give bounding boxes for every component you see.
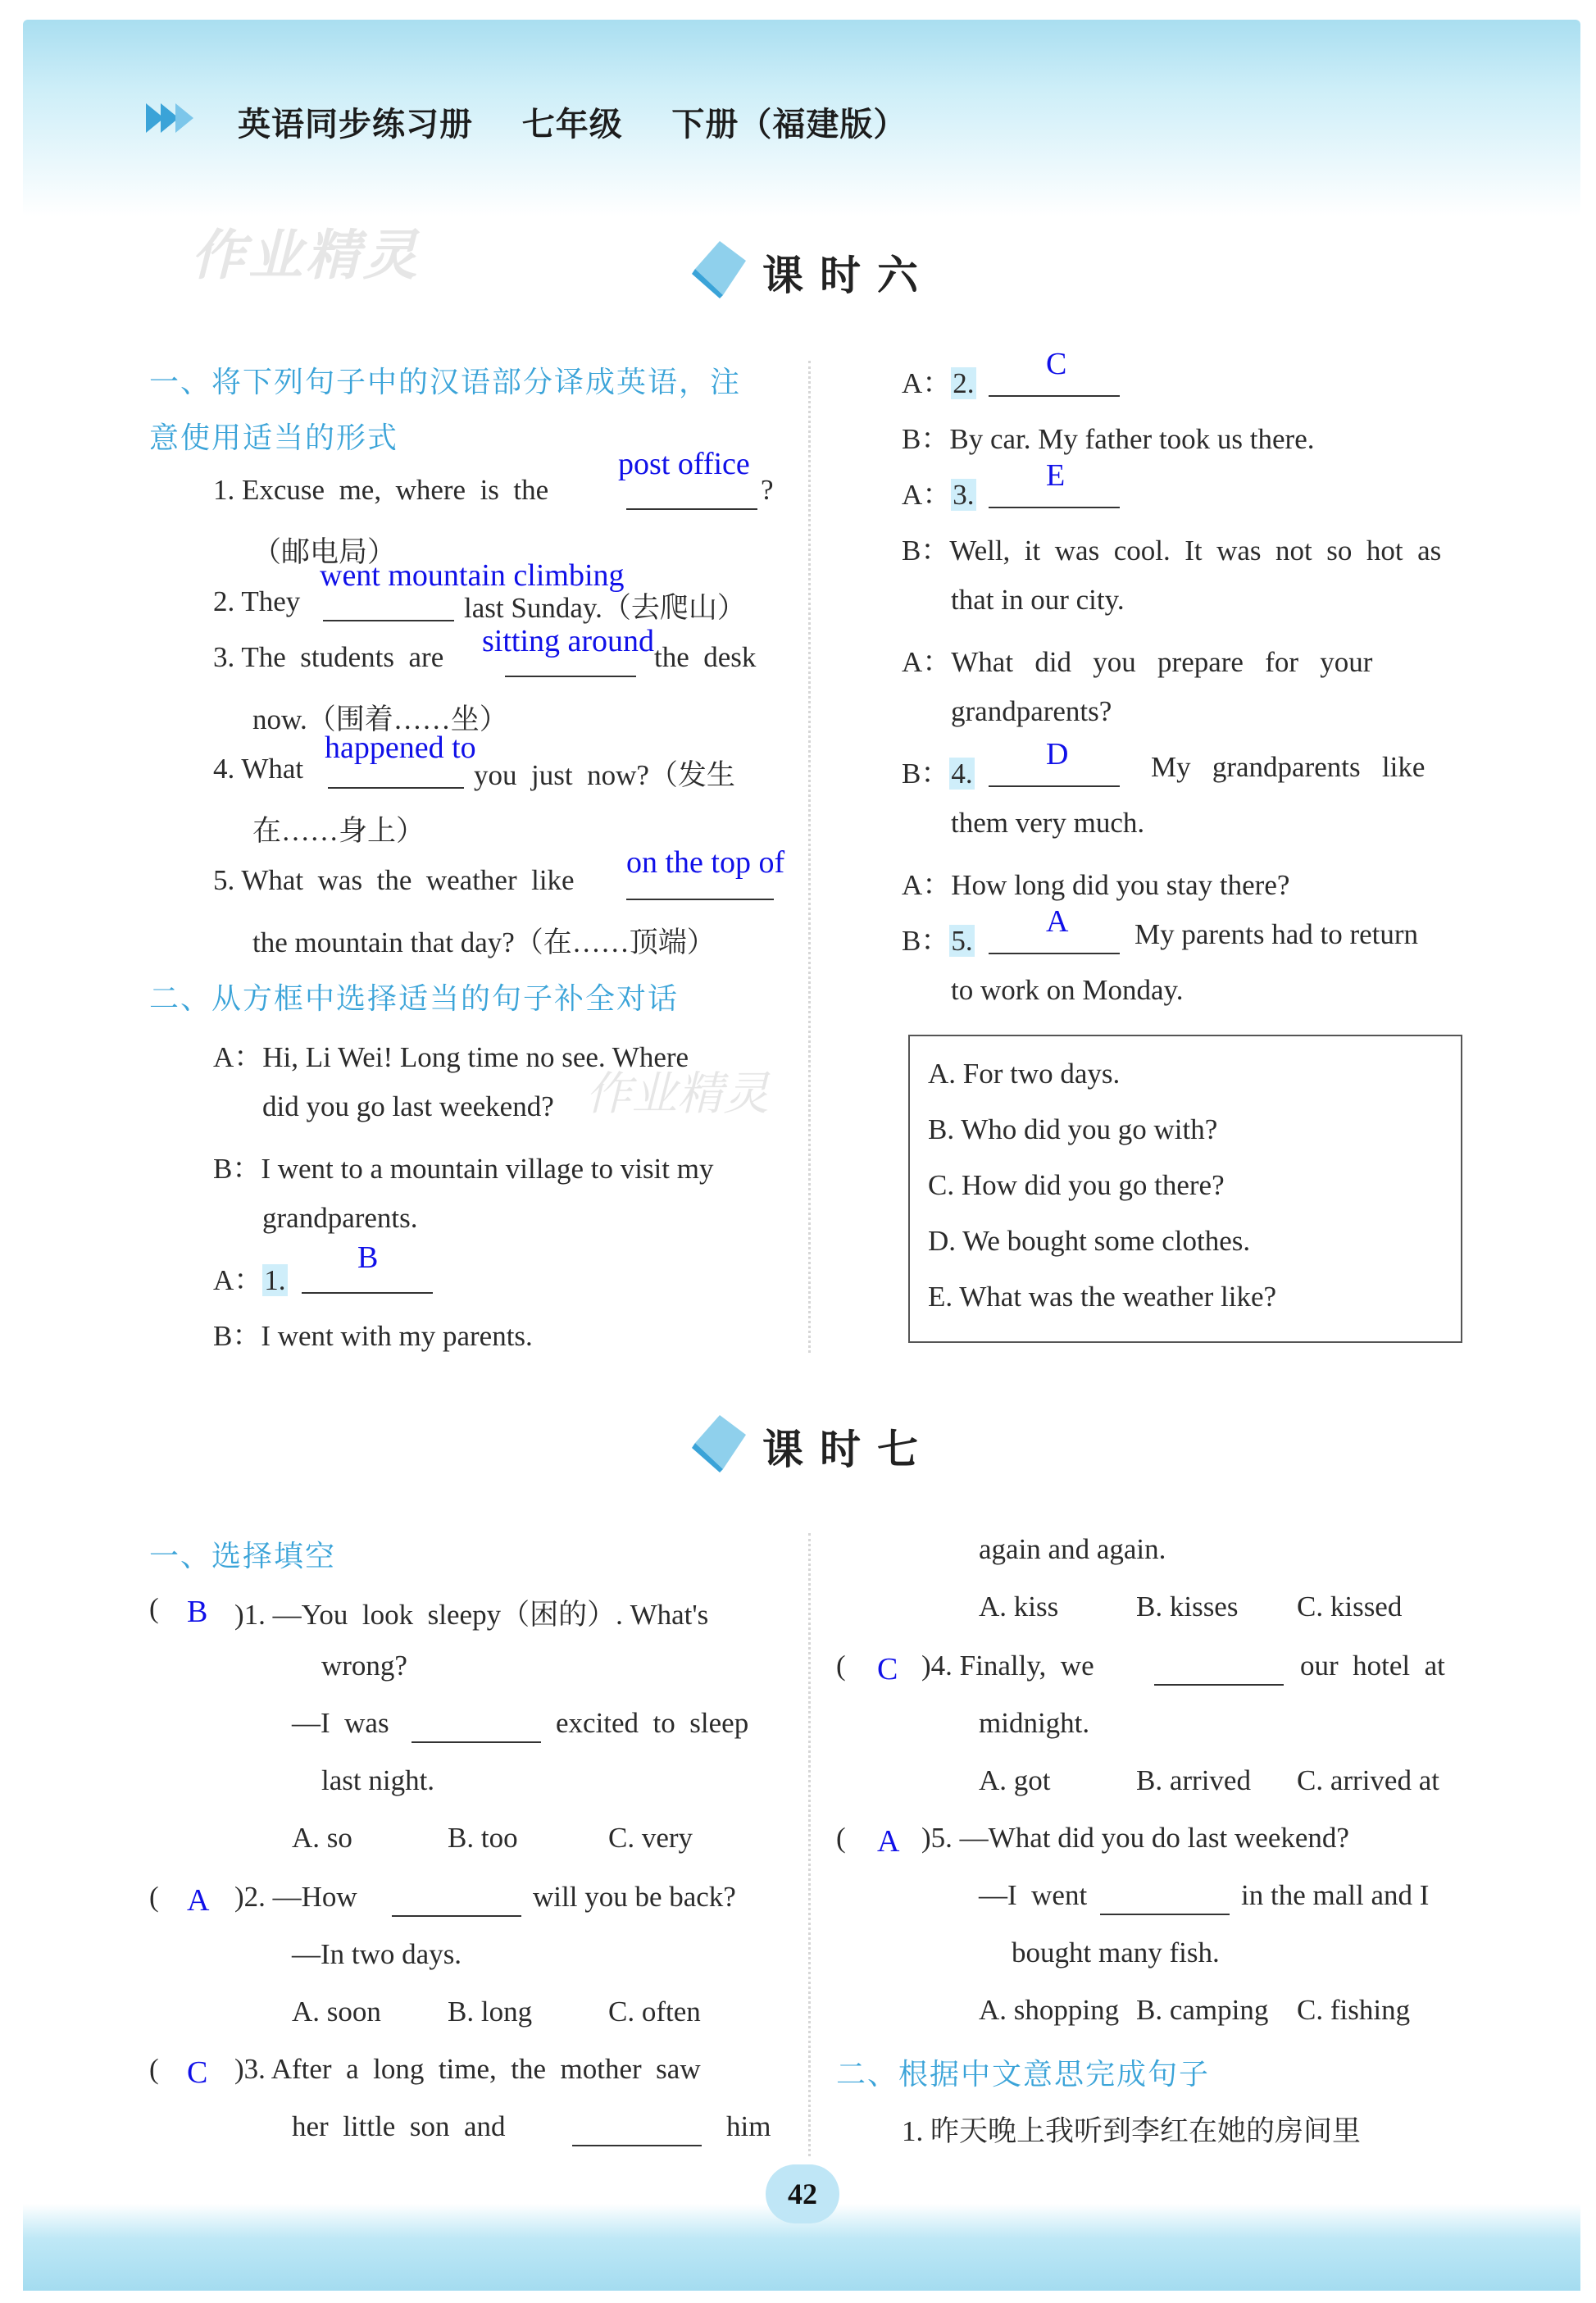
mcq-line: )1. —You look sleepy（困的）. What's xyxy=(234,1599,709,1631)
mcq-option: B. arrived xyxy=(1136,1764,1251,1796)
q4-rest: you just now?（发生 xyxy=(474,759,735,791)
mcq-line: him xyxy=(726,2110,771,2142)
mcq-line: )4. Finally, we xyxy=(921,1650,1094,1682)
answer-blank[interactable] xyxy=(392,1915,521,1917)
dialogue-line: A：2. xyxy=(902,367,975,399)
dialogue-line: A：Hi, Li Wei! Long time no see. Where xyxy=(213,1041,689,1073)
mcq-option: B. too xyxy=(448,1822,518,1854)
l7-section1-title: 一、选择填空 xyxy=(149,1540,337,1573)
book-icon xyxy=(687,236,753,302)
answer-handwritten: sitting around xyxy=(482,624,655,658)
q1-hint: （邮电局） xyxy=(252,536,397,568)
dialogue-line: B：I went with my parents. xyxy=(213,1320,533,1352)
book-icon xyxy=(687,1410,753,1476)
mcq-line: in the mall and I xyxy=(1241,1879,1430,1911)
choice-answer: B xyxy=(187,1595,208,1629)
answer-blank[interactable] xyxy=(412,1741,541,1743)
mcq-option: A. shopping xyxy=(979,1994,1120,2026)
answer-blank[interactable] xyxy=(626,508,757,510)
mcq-option: B. kisses xyxy=(1136,1591,1239,1623)
choice-answer: A xyxy=(187,1883,210,1918)
answer-handwritten: happened to xyxy=(325,730,476,765)
mcq-line: excited to sleep xyxy=(556,1707,749,1739)
mcq-line: our hotel at xyxy=(1300,1650,1445,1682)
dialogue-line: A：1. xyxy=(213,1264,286,1296)
header-title: 英语同步练习册 七年级 下册（福建版） xyxy=(238,106,907,143)
answer-blank[interactable] xyxy=(572,2145,702,2146)
q3-hint: now.（围着……坐） xyxy=(252,703,508,735)
option-item: D. We bought some clothes. xyxy=(928,1225,1251,1257)
mcq-line: her little son and xyxy=(292,2110,506,2142)
answer-handwritten: on the top of xyxy=(626,845,785,880)
answer-blank[interactable] xyxy=(989,953,1120,954)
l6-section1-title-2: 意使用适当的形式 xyxy=(149,421,399,455)
q4-hint: 在……身上） xyxy=(252,815,425,847)
answer-blank[interactable] xyxy=(302,1292,433,1294)
column-divider xyxy=(808,1533,811,2156)
mcq-option: C. kissed xyxy=(1297,1591,1403,1623)
watermark: 作业精灵 xyxy=(582,1067,780,1121)
dialogue-line: did you go last weekend? xyxy=(262,1090,554,1122)
dialogue-line: A：3. xyxy=(902,479,975,511)
mcq-line: )3. After a long time, the mother saw xyxy=(234,2053,701,2085)
dialogue-line: B：I went to a mountain village to visit my xyxy=(213,1153,714,1185)
answer-blank[interactable] xyxy=(989,785,1120,787)
answer-blank[interactable] xyxy=(989,507,1120,508)
watermark: 作业精灵 xyxy=(187,224,434,287)
choice-answer: A xyxy=(877,1824,900,1859)
choice-answer: C xyxy=(877,1652,898,1686)
mcq-line: —I went xyxy=(979,1879,1088,1911)
q2-rest: last Sunday.（去爬山） xyxy=(464,592,746,624)
answer-handwritten: post office xyxy=(618,447,750,481)
dialogue-line: B：5. xyxy=(902,925,973,957)
answer-blank[interactable] xyxy=(328,787,464,789)
dialogue-line: B：By car. My father took us there. xyxy=(902,423,1315,455)
lesson6-title: 课时六 xyxy=(762,251,934,299)
answer-handwritten: C xyxy=(1046,347,1067,381)
double-arrow-icon xyxy=(146,102,211,134)
dialogue-line: that in our city. xyxy=(951,584,1125,616)
answer-handwritten: went mountain climbing xyxy=(320,558,625,593)
q5-text: 5. What was the weather like xyxy=(213,864,575,896)
q1-text: 1. Excuse me, where is the xyxy=(213,474,549,506)
mcq-line: —In two days. xyxy=(292,1938,462,1970)
lesson7-title: 课时七 xyxy=(762,1425,934,1473)
mcq-option: A. kiss xyxy=(979,1591,1059,1623)
q3-rest: the desk xyxy=(654,641,757,673)
answer-handwritten: E xyxy=(1046,458,1066,493)
mcq-line: last night. xyxy=(321,1764,435,1796)
answer-blank[interactable] xyxy=(626,899,774,900)
dialogue-line: them very much. xyxy=(951,807,1145,839)
q2-text: 2. They xyxy=(213,585,301,617)
paren-open: ( xyxy=(149,2053,159,2085)
mcq-line: )2. —How xyxy=(234,1881,357,1913)
answer-blank[interactable] xyxy=(505,676,636,677)
answer-handwritten: A xyxy=(1046,904,1069,939)
answer-handwritten: B xyxy=(357,1240,379,1275)
mcq-line: again and again. xyxy=(979,1533,1166,1565)
mcq-option: C. fishing xyxy=(1297,1994,1411,2026)
mcq-option: A. soon xyxy=(292,1996,381,2028)
mcq-line: bought many fish. xyxy=(1012,1937,1220,1968)
answer-handwritten: D xyxy=(1046,737,1069,771)
mcq-line: midnight. xyxy=(979,1707,1090,1739)
dialogue-line: A：How long did you stay there? xyxy=(902,869,1290,901)
l6-section1-title-1: 一、将下列句子中的汉语部分译成英语，注 xyxy=(149,366,742,399)
answer-blank[interactable] xyxy=(989,395,1120,397)
mcq-line: )5. —What did you do last weekend? xyxy=(921,1822,1349,1854)
option-item: A. For two days. xyxy=(928,1058,1121,1090)
dialogue-line: to work on Monday. xyxy=(951,974,1184,1006)
l7-section2-title: 二、根据中文意思完成句子 xyxy=(836,2058,1211,2091)
option-item: E. What was the weather like? xyxy=(928,1281,1277,1313)
answer-blank[interactable] xyxy=(1154,1684,1284,1686)
l6-section2-title: 二、从方框中选择适当的句子补全对话 xyxy=(149,982,680,1016)
mcq-option: C. arrived at xyxy=(1297,1764,1439,1796)
dialogue-line: B：Well, it was cool. It was not so hot as xyxy=(902,535,1442,567)
paren-open: ( xyxy=(149,1881,159,1913)
q5-rest: the mountain that day?（在……顶端） xyxy=(252,926,716,958)
q1-end: ? xyxy=(761,474,774,506)
mcq-line: will you be back? xyxy=(533,1881,736,1913)
paren-open: ( xyxy=(836,1822,846,1854)
answer-blank[interactable] xyxy=(323,620,454,621)
mcq-option: C. very xyxy=(608,1822,693,1854)
dialogue-line: grandparents? xyxy=(951,695,1112,727)
mcq-line: wrong? xyxy=(321,1650,407,1682)
q4-text: 4. What xyxy=(213,753,304,785)
page-number: 42 xyxy=(766,2164,839,2223)
answer-blank[interactable] xyxy=(1100,1914,1230,1915)
dialogue-line: My parents had to return xyxy=(1134,918,1419,950)
option-item: C. How did you go there? xyxy=(928,1169,1225,1201)
column-divider xyxy=(808,361,811,1353)
dialogue-line: A：What did you prepare for your xyxy=(902,646,1373,678)
option-item: B. Who did you go with? xyxy=(928,1113,1218,1145)
choice-answer: C xyxy=(187,2055,208,2090)
mcq-option: B. long xyxy=(448,1996,533,2028)
mcq-option: A. got xyxy=(979,1764,1051,1796)
mcq-option: A. so xyxy=(292,1822,352,1854)
paren-open: ( xyxy=(836,1650,846,1682)
paren-open: ( xyxy=(149,1592,159,1624)
q3-text: 3. The students are xyxy=(213,641,444,673)
mcq-option: C. often xyxy=(608,1996,701,2028)
dialogue-line: B：4. xyxy=(902,758,973,790)
dialogue-line: My grandparents like xyxy=(1151,751,1425,783)
mcq-line: —I was xyxy=(292,1707,389,1739)
mcq-option: B. camping xyxy=(1136,1994,1269,2026)
dialogue-line: grandparents. xyxy=(262,1202,418,1234)
translation-item: 1. 昨天晚上我听到李红在她的房间里 xyxy=(902,2115,1362,2147)
